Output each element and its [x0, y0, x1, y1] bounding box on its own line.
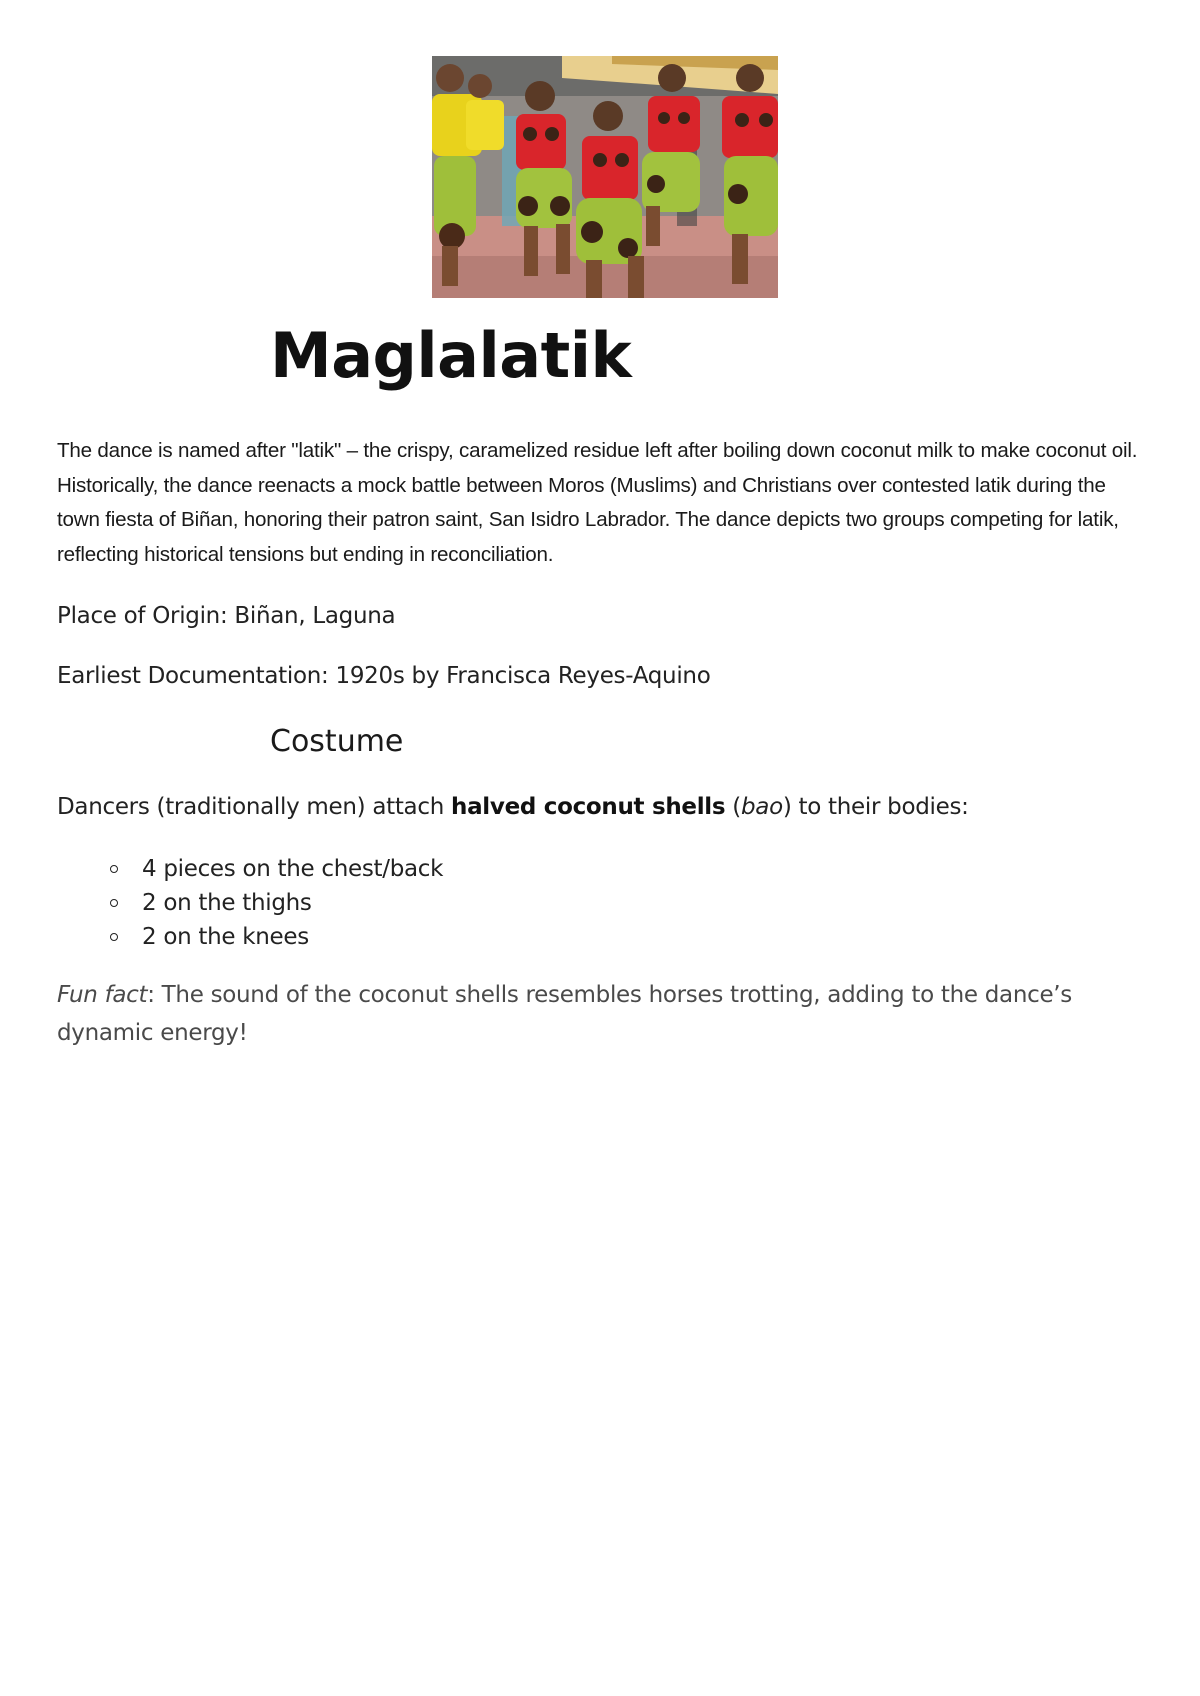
dancers-image — [432, 56, 778, 298]
costume-text-paren: ( — [725, 794, 741, 820]
earliest-documentation: Earliest Documentation: 1920s by Francisca Reyes-Aquino — [57, 663, 711, 689]
list-item-text: 2 on the knees — [142, 924, 309, 950]
costume-text-italic: bao — [740, 794, 783, 820]
fun-fact-text: : The sound of the coconut shells resembles horses trotting, adding to the dance’s dynamic energy! — [57, 982, 1072, 1046]
costume-pieces-list — [108, 852, 443, 954]
costume-text-after: ) to their bodies: — [782, 794, 969, 820]
circle-bullet-icon — [110, 865, 118, 873]
fun-fact — [57, 976, 1147, 1052]
intro-paragraph: The dance is named after "latik" – the crispy, caramelized residue left after boiling down coconut milk to make coconut oil. Historically, the dance reenacts a mock battle between Moros (Muslims) and Christians over contested latik during the town fiesta of Biñan, honoring their patron saint, San Isidro Labrador. The dance depicts two groups competing for latik, reflecting historical tensions but ending in reconciliation. — [57, 439, 1138, 566]
list-item — [108, 920, 443, 954]
list-item — [108, 852, 443, 886]
costume-description — [57, 791, 969, 823]
costume-heading: Costume — [270, 724, 404, 759]
dance-photo — [432, 56, 778, 298]
fun-fact-label: Fun fact — [57, 982, 148, 1008]
circle-bullet-icon — [110, 933, 118, 941]
costume-text-before: Dancers (traditionally men) attach — [57, 794, 451, 820]
place-of-origin: Place of Origin: Biñan, Laguna — [57, 603, 396, 629]
list-item-text: 4 pieces on the chest/back — [142, 856, 444, 882]
list-item — [108, 886, 443, 920]
page-title: Maglalatik — [270, 319, 632, 392]
costume-text-bold: halved coconut shells — [451, 794, 726, 820]
list-item-text: 2 on the thighs — [142, 890, 312, 916]
circle-bullet-icon — [110, 899, 118, 907]
